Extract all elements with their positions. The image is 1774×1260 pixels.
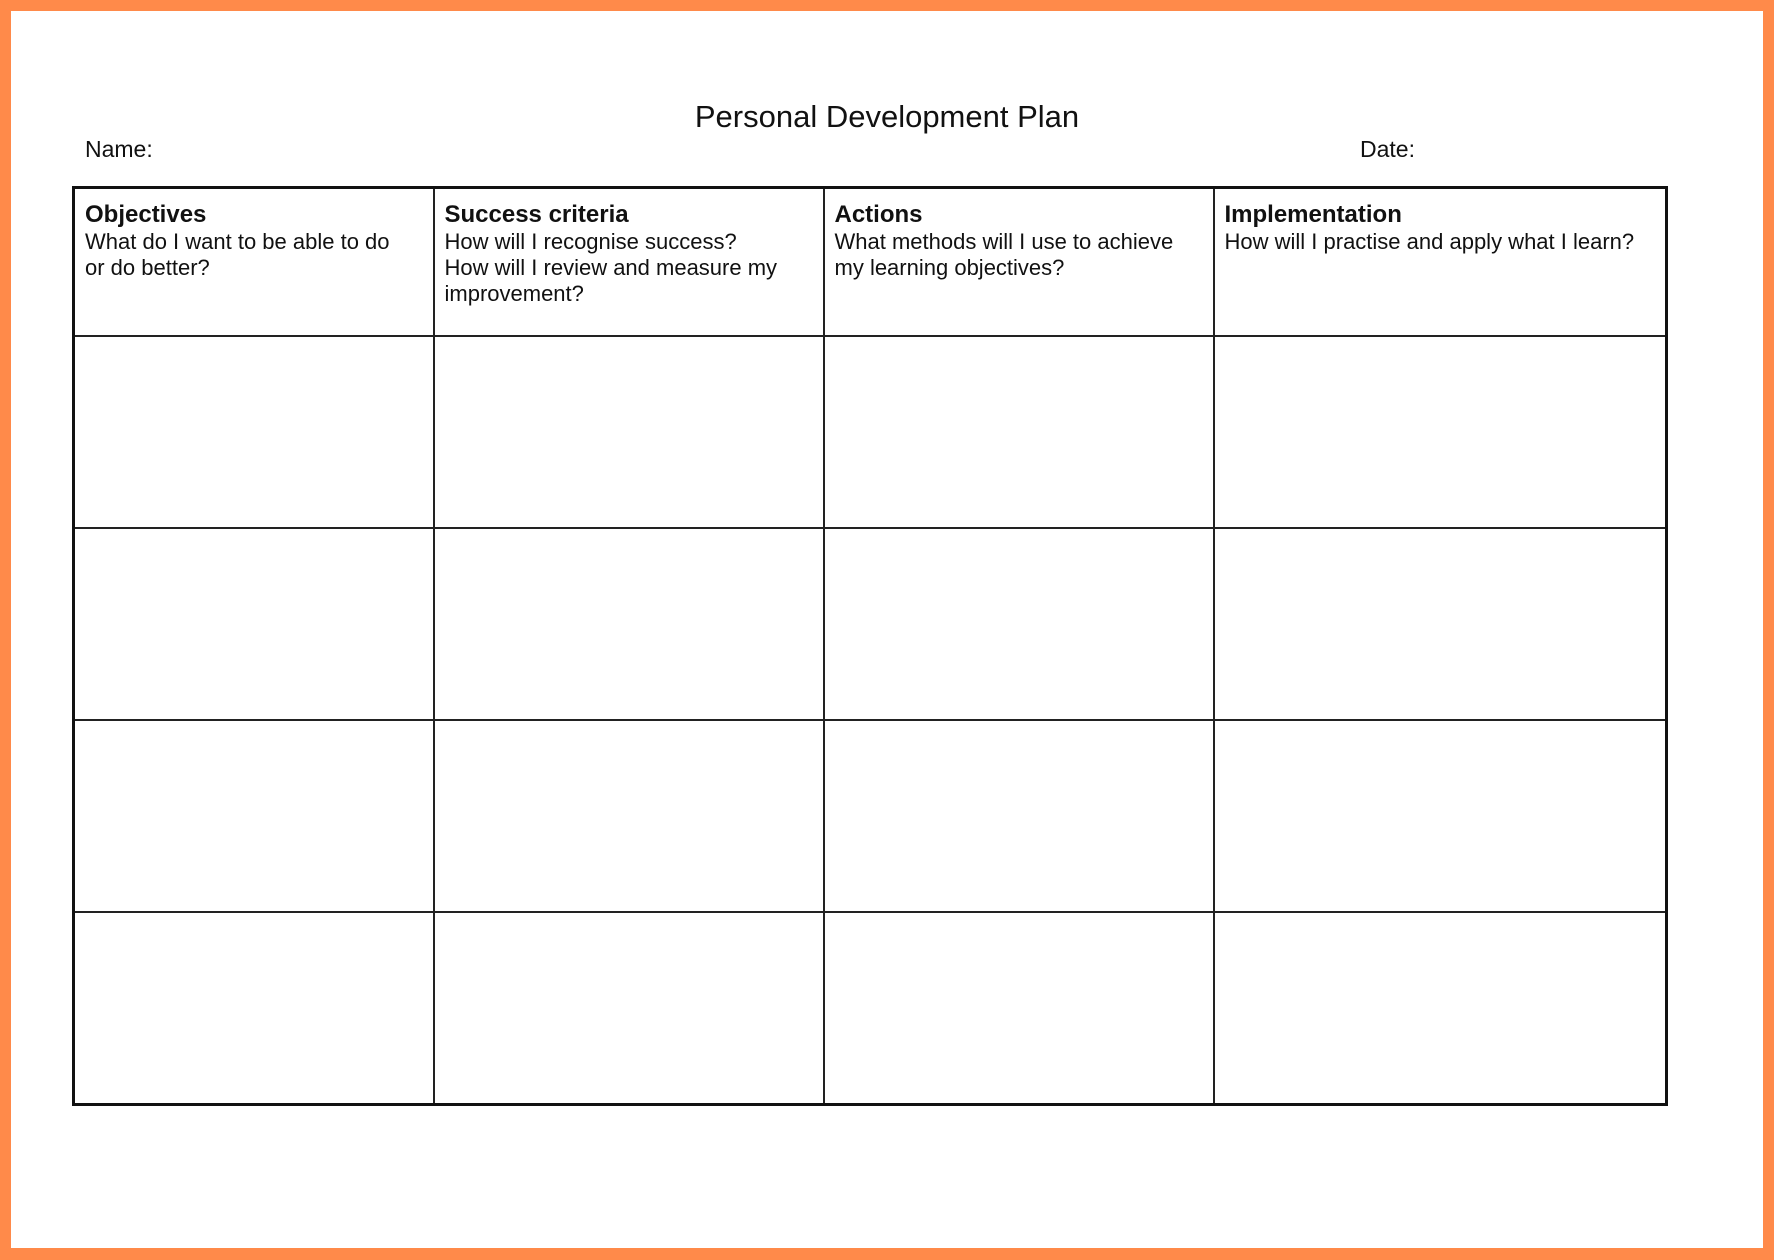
table-cell[interactable]: [1214, 336, 1667, 528]
date-label: Date:: [1360, 136, 1415, 162]
table-cell[interactable]: [1214, 528, 1667, 720]
column-description: How will I recognise success? How will I review and measure my improvement?: [444, 229, 778, 306]
table-cell[interactable]: [434, 912, 824, 1105]
table-cell[interactable]: [74, 720, 434, 912]
name-label: Name:: [85, 136, 153, 162]
table-row: [74, 528, 1667, 720]
column-title: Actions: [834, 201, 923, 228]
column-description: How will I practise and apply what I learn?: [1224, 229, 1635, 254]
plan-table: [72, 186, 1668, 1106]
table-cell[interactable]: [434, 336, 824, 528]
table-cell[interactable]: [434, 528, 824, 720]
column-description: What do I want to be able to do or do better?: [85, 229, 390, 280]
page-title: Personal Development Plan: [694, 99, 1080, 134]
column-description: What methods will I use to achieve my learning objectives?: [834, 229, 1174, 280]
header-implementation: [1214, 188, 1667, 337]
table-cell[interactable]: [824, 720, 1214, 912]
header-objectives: [74, 188, 434, 337]
table-cell[interactable]: [74, 336, 434, 528]
table-row: [74, 336, 1667, 528]
table-cell[interactable]: [824, 336, 1214, 528]
column-title: Success criteria: [444, 201, 629, 228]
table-cell[interactable]: [1214, 720, 1667, 912]
table-cell[interactable]: [824, 528, 1214, 720]
table-row: [74, 720, 1667, 912]
table-cell[interactable]: [74, 528, 434, 720]
table-cell[interactable]: [824, 912, 1214, 1105]
table-cell[interactable]: [74, 912, 434, 1105]
table-row: [74, 912, 1667, 1105]
table-cell[interactable]: [434, 720, 824, 912]
header-actions: [824, 188, 1214, 337]
column-title: Implementation: [1224, 201, 1402, 228]
header-success-criteria: [434, 188, 824, 337]
table-header-row: [74, 188, 1667, 337]
table-cell[interactable]: [1214, 912, 1667, 1105]
column-title: Objectives: [85, 201, 207, 228]
